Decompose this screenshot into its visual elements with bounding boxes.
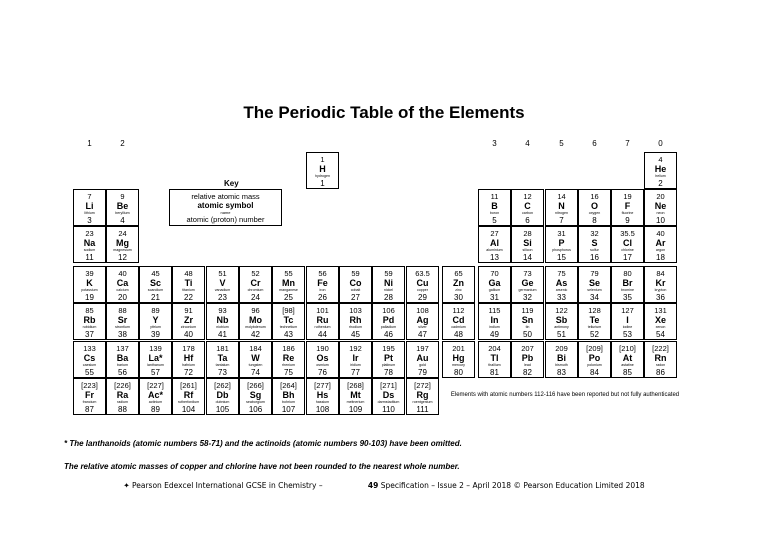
element-cell: 139 La* lanthanum 57 — [139, 341, 172, 378]
element-cell: 190 Os osmium 76 — [306, 341, 339, 378]
element-cell: [261] Rf rutherfordium 104 — [172, 378, 205, 415]
key-box — [169, 189, 282, 226]
element-cell: 40 Ca calcium 20 — [106, 266, 139, 303]
element-cell: 16 O oxygen 8 — [578, 189, 611, 226]
element-cell: [222] Rn radon 86 — [644, 341, 677, 378]
element-cell: 27 Al aluminium 13 — [478, 226, 511, 263]
element-cell: 131 Xe xenon 54 — [644, 303, 677, 340]
element-cell: 11 B boron 5 — [478, 189, 511, 226]
element-cell: 45 Sc scandium 21 — [139, 266, 172, 303]
element-cell: 115 In indium 49 — [478, 303, 511, 340]
element-cell: 85 Rb rubidium 37 — [73, 303, 106, 340]
element-cell: [210] At astatine 85 — [611, 341, 644, 378]
element-cell: 39 K potassium 19 — [73, 266, 106, 303]
element-cell: 7 Li lithium 3 — [73, 189, 106, 226]
group-header: 6 — [592, 139, 597, 148]
element-cell: 103 Rh rhodium 45 — [339, 303, 372, 340]
element-cell: 192 Ir iridium 77 — [339, 341, 372, 378]
key-name-label: name — [220, 210, 231, 215]
footer-left: ✦ Pearson Edexcel International GCSE in Chemistry – — [123, 481, 323, 490]
element-cell: [264] Bh bohrium 107 — [272, 378, 305, 415]
element-cell: 28 Si silicon 14 — [511, 226, 544, 263]
element-cell: [268] Mt meitnerium 109 — [339, 378, 372, 415]
element-cell: 65 Zn zinc 30 — [442, 266, 475, 303]
element-cell: 186 Re rhenium 75 — [272, 341, 305, 378]
element-cell: 24 Mg magnesium 12 — [106, 226, 139, 263]
element-cell: 195 Pt platinum 78 — [372, 341, 405, 378]
element-cell: 20 Ne neon 10 — [644, 189, 677, 226]
element-cell: 79 Se selenium 34 — [578, 266, 611, 303]
element-cell: 56 Fe iron 26 — [306, 266, 339, 303]
element-cell: [227] Ac* actinium 89 — [139, 378, 172, 415]
element-cell: 106 Pd palladium 46 — [372, 303, 405, 340]
element-cell: 108 Ag silver 47 — [406, 303, 439, 340]
element-cell: 101 Ru ruthenium 44 — [306, 303, 339, 340]
element-cell: 63.5 Cu copper 29 — [406, 266, 439, 303]
element-cell: 35.5 Cl chlorine 17 — [611, 226, 644, 263]
footer-right: Specification – Issue 2 – April 2018 © Pearson Education Limited 2018 — [380, 481, 645, 490]
element-cell: 89 Y yttrium 39 — [139, 303, 172, 340]
element-cell: 207 Pb lead 82 — [511, 341, 544, 378]
element-cell: 55 Mn manganese 25 — [272, 266, 305, 303]
element-cell: 84 Kr krypton 36 — [644, 266, 677, 303]
element-cell: [271] Ds darmstadtium 110 — [372, 378, 405, 415]
group-header: 0 — [658, 139, 663, 148]
group-header: 5 — [559, 139, 564, 148]
element-cell: 112 Cd cadmium 48 — [442, 303, 475, 340]
element-cell: 59 Ni nickel 28 — [372, 266, 405, 303]
element-cell: 32 S sulfur 16 — [578, 226, 611, 263]
element-cell: 181 Ta tantalum 73 — [206, 341, 239, 378]
element-cell: [209] Po polonium 84 — [578, 341, 611, 378]
element-cell: [277] Hs hassium 108 — [306, 378, 339, 415]
element-cell: 9 Be beryllium 4 — [106, 189, 139, 226]
element-cell: 88 Sr strontium 38 — [106, 303, 139, 340]
page-footer — [0, 481, 768, 490]
element-cell: 70 Ga gallium 31 — [478, 266, 511, 303]
element-cell: 178 Hf hafnium 72 — [172, 341, 205, 378]
element-cell: 197 Au gold 79 — [406, 341, 439, 378]
element-cell: 201 Hg mercury 80 — [442, 341, 475, 378]
element-cell: 51 V vanadium 23 — [206, 266, 239, 303]
element-cell: [262] Db dubnium 105 — [206, 378, 239, 415]
element-cell: 14 N nitrogen 7 — [545, 189, 578, 226]
element-cell: [266] Sg seaborgium 106 — [239, 378, 272, 415]
element-cell: 4 He helium 2 — [644, 152, 677, 189]
element-cell: 122 Sb antimony 51 — [545, 303, 578, 340]
key-number-label: atomic (proton) number — [186, 215, 265, 224]
element-cell: [226] Ra radium 88 — [106, 378, 139, 415]
element-cell: 75 As arsenic 33 — [545, 266, 578, 303]
element-cell: 137 Ba barium 56 — [106, 341, 139, 378]
element-cell: 12 C carbon 6 — [511, 189, 544, 226]
element-cell: 48 Ti titanium 22 — [172, 266, 205, 303]
element-cell: 127 I iodine 53 — [611, 303, 644, 340]
element-cell: [272] Rg roentgenium 111 — [406, 378, 439, 415]
key-symbol-label: atomic symbol — [197, 201, 254, 210]
element-cell: 31 P phosphorus 15 — [545, 226, 578, 263]
group-header: 4 — [525, 139, 530, 148]
note-elements-112-116: Elements with atomic numbers 112-116 have been reported but not fully authenticated — [450, 392, 680, 398]
element-cell: 93 Nb niobium 41 — [206, 303, 239, 340]
element-cell: 96 Mo molybdenum 42 — [239, 303, 272, 340]
element-cell: 184 W tungsten 74 — [239, 341, 272, 378]
element-cell: 1 H hydrogen 1 — [306, 152, 339, 189]
footnote-omitted: * The lanthanoids (atomic numbers 58-71) and the actinoids (atomic numbers 90-103) have been omitted. — [64, 439, 462, 448]
element-cell: 209 Bi bismuth 83 — [545, 341, 578, 378]
element-cell: 133 Cs caesium 55 — [73, 341, 106, 378]
group-header: 2 — [120, 139, 125, 148]
element-cell: 52 Cr chromium 24 — [239, 266, 272, 303]
key-label: Key — [224, 179, 239, 188]
element-cell: 40 Ar argon 18 — [644, 226, 677, 263]
element-cell: 80 Br bromine 35 — [611, 266, 644, 303]
element-cell: [223] Fr francium 87 — [73, 378, 106, 415]
element-cell: 23 Na sodium 11 — [73, 226, 106, 263]
element-cell: [98] Tc technetium 43 — [272, 303, 305, 340]
page-title: The Periodic Table of the Elements — [243, 103, 525, 122]
element-cell: 19 F fluorine 9 — [611, 189, 644, 226]
key-mass-label: relative atomic mass — [191, 192, 260, 201]
element-cell: 73 Ge germanium 32 — [511, 266, 544, 303]
footnote-rounding: The relative atomic masses of copper and chlorine have not been rounded to the nearest whole number. — [64, 462, 460, 471]
element-cell: 119 Sn tin 50 — [511, 303, 544, 340]
group-header: 3 — [492, 139, 497, 148]
element-cell: 59 Co cobalt 27 — [339, 266, 372, 303]
element-cell: 91 Zr zirconium 40 — [172, 303, 205, 340]
group-header: 1 — [87, 139, 92, 148]
element-cell: 128 Te tellurium 52 — [578, 303, 611, 340]
page-number: 49 — [367, 481, 379, 490]
element-cell: 204 Tl thallium 81 — [478, 341, 511, 378]
group-header: 7 — [625, 139, 630, 148]
